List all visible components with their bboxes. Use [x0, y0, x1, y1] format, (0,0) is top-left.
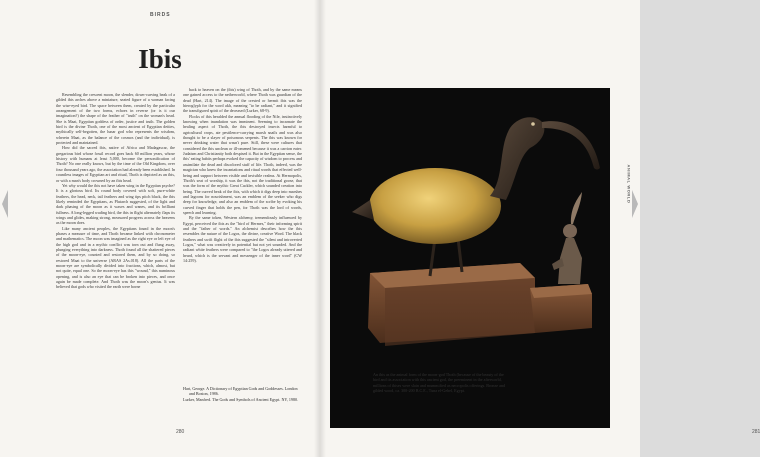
paragraph: Like many ancient peoples, the Egyptians found in the moon's phases a measure of time, and Thoth became linked with chronometer and mathematics. The moon was imagined as the right eye or left eye of the high god and in a mythic conflict was torn out and flung away, plunging everything into darkness. Thoth found all the shattered pieces of the moon-eye, counted and restored them, and by so doing, so restored Maat to the universe (ARAS 2As.018). All the parts of the moon-eye are symbolically divided into fractions, which, almost, but not quite, equal one. So the moon-eye has this "wound," this numinous opening, and is also an eye that can be broken into pieces, and once again be made complete. And Thoth was the moon's genius. It was believed that gods who visited the earth were borne [56, 225, 175, 290]
paragraph: back to heaven on the (ibis) wing of Thoth, and by the same means one gained access to the netherworld, where Thoth was guardian of the dead (Hart, 214). The image of the crested or hermit ibis was the hieroglyph for the word akh, meaning "to be radiant," and it signified the transfigured spirit of the deceased (Lurker, 68-9). [183, 87, 302, 114]
bibliography-entry: Hart, George. A Dictionary of Egyptian Gods and Goddesses. London and Boston, 1986. [183, 386, 298, 397]
previous-page-arrow-icon[interactable] [2, 190, 8, 218]
ibis-curved-beak [542, 121, 600, 169]
section-tab[interactable] [624, 148, 634, 220]
left-page [0, 0, 320, 457]
book-gutter [314, 0, 326, 457]
section-tab-label: ANIMAL WORLD [626, 164, 632, 204]
bibliography-entry: Lurker, Manfred. The Gods and Symbols of Ancient Egypt. NY, 1980. [183, 396, 299, 402]
paragraph: Resembling the crescent moon, the slender, down-curving beak of a gilded ibis arches above a miniature, seated figure of a woman facing the wise-eyed bird. The space between them, created by the particular arrangement of the two forms, echoes in reverse (or is it our imagination?) the shape of the feather of "truth" on the woman's head. She is Maat, Egyptian goddess of order, justice and truth. The golden bird is the divine Thoth, one of the most ancient of Egyptian deities, mythically self-begotten, the lunar god who represents the wisdom, wherein Maat, as the balance of the cosmos (and the individual), is protected and maintained. [56, 92, 175, 146]
paragraph: How did the sacred ibis, native of Africa and Madagascar, the gregarious bird whose fossil record goes back 60 million years, whose history with humans at least 5,000, become the personification of Thoth? No one really knows, but by the time of the Old Kingdom, over four thousand years ago, the association had already been established. In countless images of Egyptian art and ritual, Thoth is depicted as an ibis, or with a man's body crowned by an ibis head. [56, 145, 175, 183]
paragraph: Yet why would the ibis not have taken wing in the Egyptian psyche? It is a glorious bird. Its round body covered with soft, pure-white feathers, the head, neck, tail feathers and wing tips pitch black, the ibis likely reminded the Egyptians, as Plutarch suggested, of the light and dark phasing of the moon as it waxes and wanes, and its brilliant fullness. A long-legged wading bird, the ibis in flight alternately flaps its wings and glides, making strong, measured progress across the heavens as the moon does. [56, 182, 175, 226]
figure-pedestal [530, 284, 592, 333]
paragraph: By the same token, Western alchemy, tremendously influenced by Egypt, perceived the ibis as the "bird of Hermes," their informing spirit and the "father of words." An alchemist describes how the ibis resembles the nature of the Logos, the divine, creative Word. The black feathers and swift flight of the ibis suggested the "silent and introverted Logos," what was creatively in potential but not yet sounded. And the radiant white feathers were compared to "the Logos already uttered and heard, which is the servant and messenger of the inner word" (CW 14:259). [183, 215, 302, 263]
photo-caption: An ibis as the animal form of the moon-god Thoth (because of the beauty of the bird and its association with this ancient god, the preeminent in the afterworld, millions of ibises were slain and mummified as necropolis offerings. Bronze and gilded wood, ca. 300-200 B.C.E., Tuna el-Gebel, Egypt. [373, 372, 506, 394]
ibis-gold-body [369, 168, 501, 244]
paragraph: Flocks of ibis heralded the annual flooding of the Nile, instinctively knowing when inundation was imminent. Seeming to incarnate the healing aspect of Thoth, the ibis destroyed insects harmful to agricultural crops, ate pestilence-carrying marsh snails and was also thought to be a slayer of poisonous serpents. The ibis was known for never drinking water that wasn't pure. Still, these were cultures that considered the ibis unclean or ill-omened because it was a carrion eater. Judaism and Christianity both despised it. But in the Egyptian sense, the ibis' eating habits perhaps evoked the capacity of wisdom to process and assimilate the dead and discolored stuff of life. Thoth, indeed, was the magician who knew the incantations and ritual words that effected well-being and support between visible and invisible realms. At Hermopolis, Thoth's seat of worship, it was the ibis, not the traditional goose, that was the form of the mythic Great Cackler, which sounded creation into being. The curved beak of the ibis, with which it digs deep into marshes and lagoons for nourishment, was an emblem of the seeker who digs deep for knowledge, and also an emblem of the scribe by evoking his curved finger that holds the pen, for Thoth was the lord of words, speech and learning. [183, 113, 302, 215]
running-head: BIRDS [150, 12, 171, 18]
bibliography [183, 386, 302, 402]
page-number-right: 281 [752, 429, 760, 435]
maat-figurine [552, 192, 582, 284]
ibis-neck-and-head [490, 117, 600, 200]
feather-of-truth [571, 192, 582, 224]
text-column-1 [56, 92, 175, 432]
article-title: Ibis [138, 44, 182, 74]
page-number-left: 280 [176, 429, 185, 435]
wooden-base [368, 263, 535, 346]
text-column-2 [183, 87, 302, 387]
